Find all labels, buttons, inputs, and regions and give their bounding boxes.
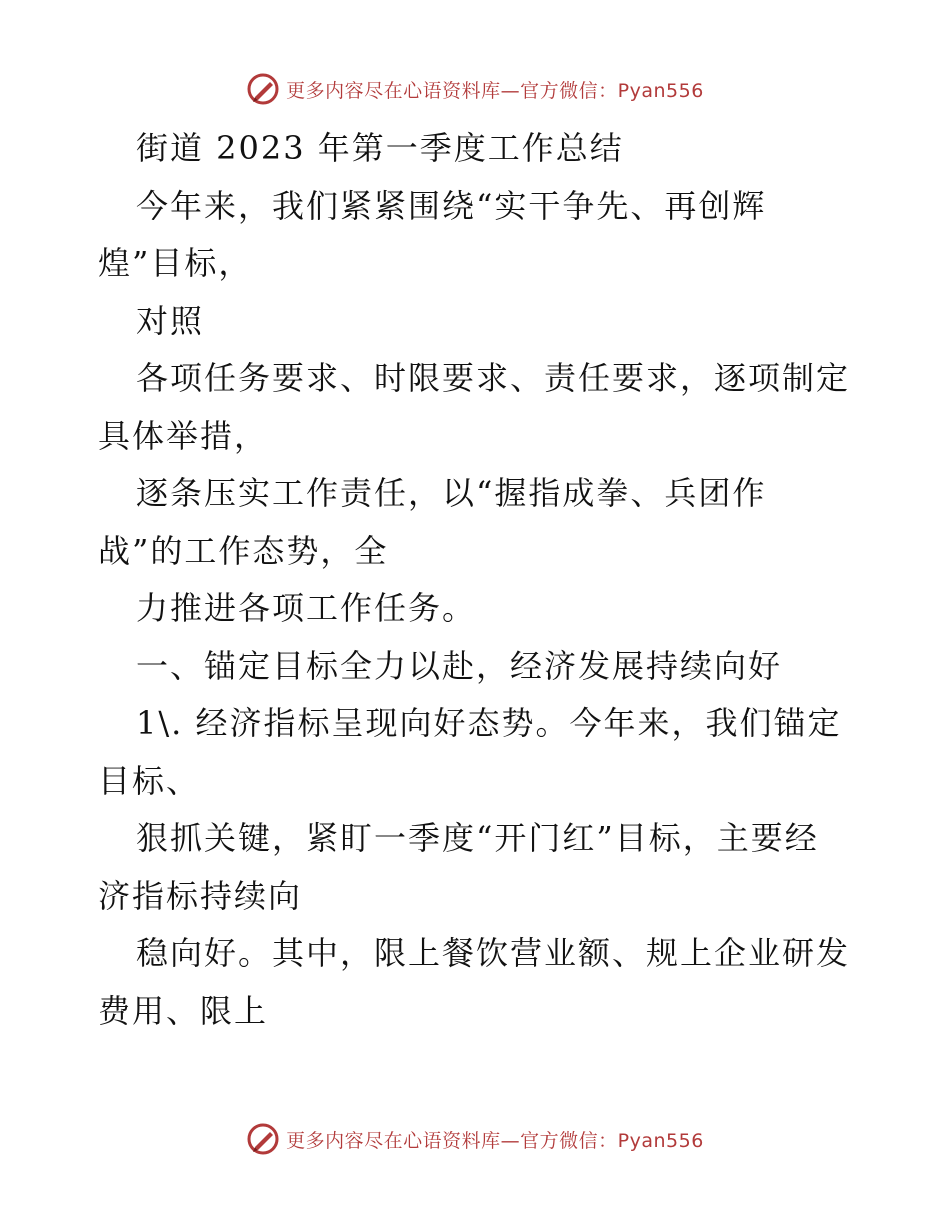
document-body [98,120,858,1040]
watermark-header [0,72,950,106]
paragraph-line: 具体举措， [98,416,269,455]
pen-logo-icon [246,72,280,106]
paragraph-line: 费用、限上 [98,991,269,1030]
paragraph-line: 力推进各项工作任务。 [136,589,477,627]
paragraph-line: 稳向好。其中，限上餐饮营业额、规上企业研发 [136,934,851,972]
paragraph-line: 煌”目标， [98,244,253,282]
document-title: 街道 2023 年第一季度工作总结 [136,129,624,167]
paragraph-line: 济指标持续向 [98,876,303,915]
pen-logo-icon [246,1122,280,1156]
watermark-text: 更多内容尽在心语资料库—官方微信：Pyan556 [286,79,704,102]
watermark-footer [0,1122,950,1156]
paragraph-line: 1\. 经济指标呈现向好态势。今年来，我们锚定 [136,704,842,742]
paragraph-line: 战”的工作态势，全 [98,531,389,570]
paragraph-line: 对照 [136,301,205,340]
paragraph-line: 逐条压实工作责任，以“握指成拳、兵团作 [136,474,767,512]
section-heading: 一、锚定目标全力以赴，经济发展持续向好 [136,646,783,685]
paragraph-line: 目标、 [98,761,201,800]
paragraph-line: 今年来，我们紧紧围绕“实干争先、再创辉 [136,186,767,225]
paragraph-line: 狠抓关键，紧盯一季度“开门红”目标，主要经 [136,819,819,857]
watermark-text: 更多内容尽在心语资料库—官方微信：Pyan556 [286,1129,704,1152]
paragraph-line: 各项任务要求、时限要求、责任要求，逐项制定 [136,359,851,397]
